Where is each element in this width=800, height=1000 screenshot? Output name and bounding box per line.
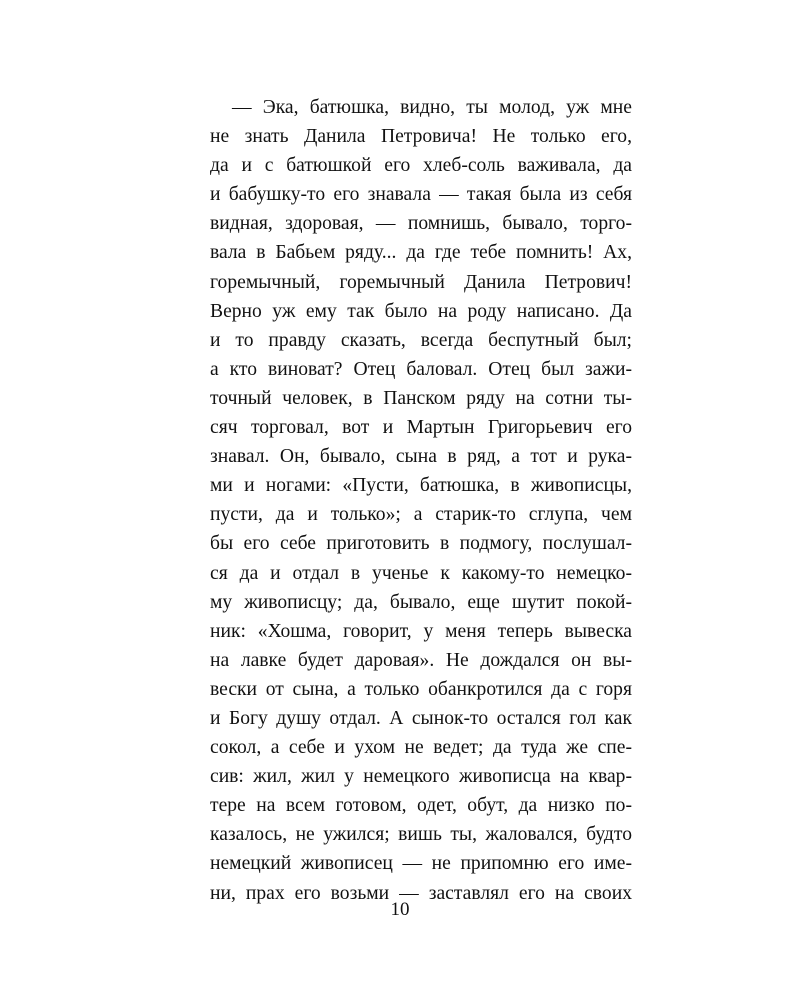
text-line: казалось, не ужился; вишь ты, жаловался, будто	[210, 824, 632, 846]
text-line: вески от сына, а только обанкротился да с горя	[210, 678, 632, 700]
text-line: знавал. Он, бывало, сына в ряд, а тот и рука-	[210, 446, 632, 468]
text-line: сив: жил, жил у немецкого живописца на квар-	[210, 766, 632, 788]
page-number: 10	[390, 899, 410, 920]
text-line: му живописцу; да, бывало, еще шутит покой-	[210, 591, 632, 613]
text-line: ся да и отдал в ученье к какому-то немецко-	[210, 562, 632, 584]
text-line: ник: «Хошма, говорит, у меня теперь вывеска	[210, 620, 632, 642]
text-line: точный человек, в Панском ряду на сотни ты-	[210, 387, 632, 409]
text-line: горемычный, горемычный Данила Петрович!	[210, 271, 632, 293]
text-line: и Богу душу отдал. А сынок-то остался гол как	[210, 707, 632, 729]
text-line: не знать Данила Петровича! Не только его,	[210, 126, 632, 148]
text-line: видная, здоровая, — помнишь, бывало, торго-	[210, 213, 632, 235]
text-line: сяч торговал, вот и Мартын Григорьевич его	[210, 417, 632, 439]
text-line: Верно уж ему так было на роду написано. Да	[210, 300, 632, 322]
text-line: сокол, а себе и ухом не ведет; да туда же спе-	[210, 737, 632, 759]
text-line: тере на всем готовом, одет, обут, да низко по-	[210, 795, 632, 817]
text-line: пусти, да и только»; а старик-то сглупа, чем	[210, 504, 632, 526]
text-line: бы его себе приготовить в подмогу, послушал-	[210, 533, 632, 555]
text-line: вала в Бабьем ряду... да где тебе помнить! Ах,	[210, 242, 632, 264]
text-line: ни, прах его возьми — заставлял его на своих	[210, 882, 632, 904]
text-line: немецкий живописец — не припомню его име-	[210, 853, 632, 875]
text-line: а кто виноват? Отец баловал. Отец был зажи-	[210, 358, 632, 380]
body-text	[210, 93, 632, 908]
text-line: — Эка, батюшка, видно, ты молод, уж мне	[232, 97, 632, 118]
text-line: ми и ногами: «Пусти, батюшка, в живописцы,	[210, 475, 632, 497]
text-line: да и с батюшкой его хлеб-соль важивала, да	[210, 155, 632, 177]
text-line: на лавке будет даровая». Не дождался он вы-	[210, 649, 632, 671]
text-line: и бабушку-то его знавала — такая была из себя	[210, 184, 632, 206]
text-line: и то правду сказать, всегда беспутный был;	[210, 329, 632, 351]
